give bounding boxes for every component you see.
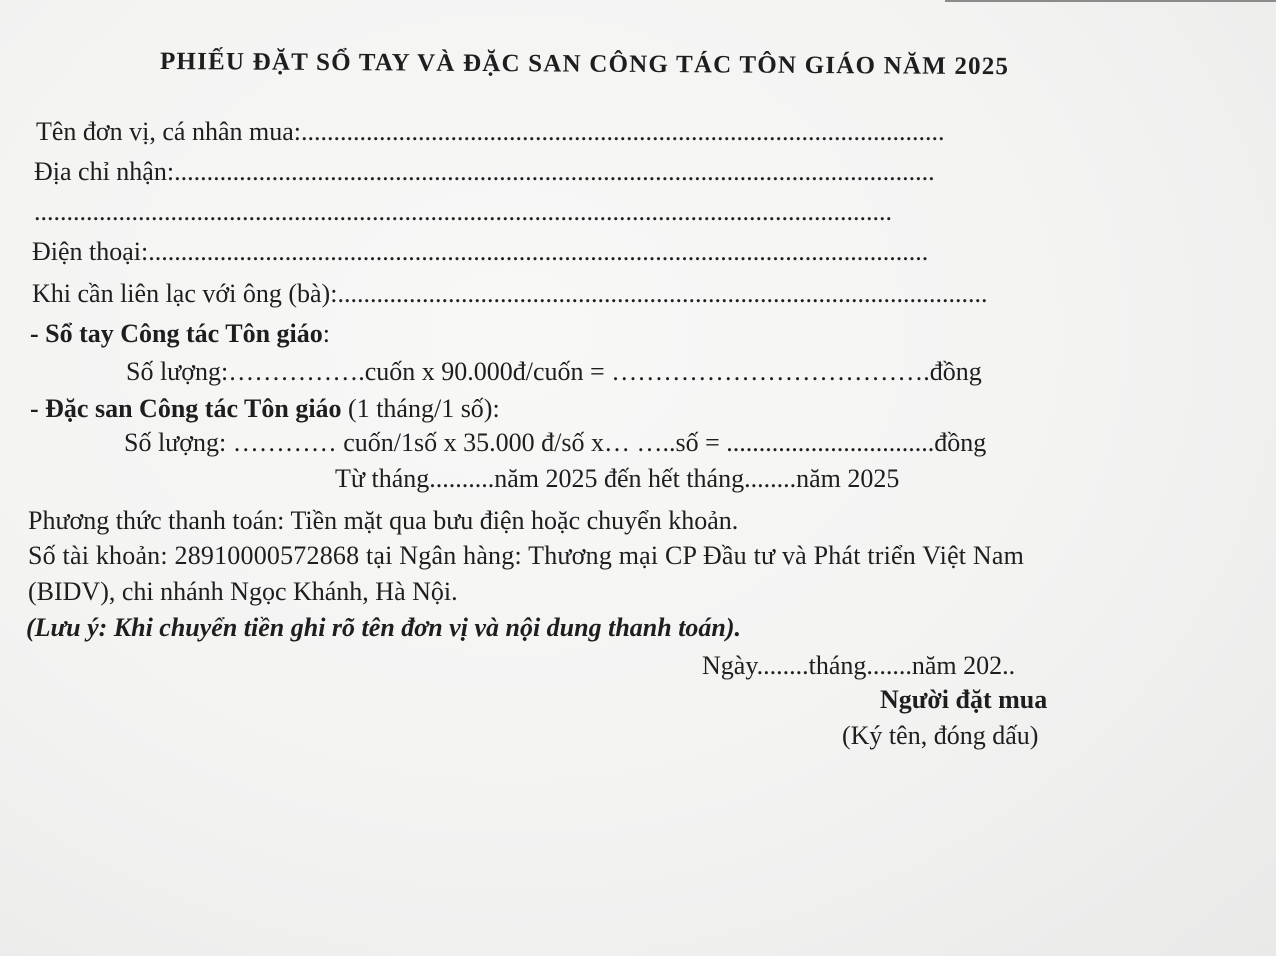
- handbook-heading: - Sổ tay Công tác Tôn giáo: [30, 319, 323, 348]
- period-from-field[interactable]: ..........: [429, 464, 495, 493]
- bank-account-line2: (BIDV), chi nhánh Ngọc Khánh, Hà Nội.: [28, 577, 458, 606]
- address-field[interactable]: .....................................................................................................................: [174, 157, 935, 186]
- phone-row: [32, 236, 928, 268]
- payment-method: Phương thức thanh toán: Tiền mặt qua bưu điện hoặc chuyển khoản.: [28, 506, 739, 535]
- paper-top-edge: [945, 0, 1276, 2]
- special-issue-price-text: cuốn/1số x 35.000 đ/số x… …..số =: [336, 428, 727, 457]
- buyer-name-row: [36, 116, 945, 148]
- phone-field[interactable]: ........................................................................................................................: [148, 237, 929, 266]
- form-title: PHIẾU ĐẶT SỔ TAY VÀ ĐẶC SAN CÔNG TÁC TÔN GIÁO NĂM 2025: [159, 48, 1010, 81]
- handbook-heading-row: [30, 318, 330, 350]
- special-issue-heading: - Đặc san Công tác Tôn giáo: [30, 394, 342, 423]
- date-line: Ngày........tháng.......năm 202..: [702, 651, 1016, 680]
- period-mid-label: năm 2025 đến hết tháng: [494, 464, 745, 493]
- address-label: Địa chỉ nhận:: [34, 157, 175, 186]
- address-field-line2[interactable]: ....................................................................................................................................: [34, 197, 892, 226]
- address-row: [34, 156, 935, 188]
- handbook-heading-colon: :: [322, 319, 331, 348]
- period-end-label: năm 2025: [796, 464, 900, 493]
- special-issue-frequency: (1 tháng/1 số):: [341, 394, 500, 423]
- payment-note: (Lưu ý: Khi chuyển tiền ghi rõ tên đơn vị và nội dung thanh toán).: [26, 613, 742, 642]
- phone-label: Điện thoại:: [32, 237, 149, 266]
- buyer-name-field[interactable]: ...................................................................................................: [301, 117, 945, 146]
- signer-title: Người đặt mua: [880, 685, 1048, 714]
- handbook-currency: .đồng: [923, 357, 982, 386]
- special-issue-period-row: [335, 463, 899, 495]
- special-issue-currency: đồng: [934, 428, 987, 457]
- bank-account-line1: Số tài khoản: 28910000572868 tại Ngân hàng: Thương mại CP Đầu tư và Phát triển Việt Nam: [28, 541, 1025, 570]
- handbook-qty-field[interactable]: ……………: [228, 357, 359, 386]
- contact-row: [32, 278, 987, 310]
- special-issue-heading-row: [30, 393, 500, 425]
- special-issue-qty-label: Số lượng:: [124, 428, 233, 457]
- special-issue-total-field[interactable]: ................................: [726, 428, 935, 457]
- handbook-qty-label: Số lượng:: [126, 357, 229, 386]
- contact-label: Khi cần liên lạc với ông (bà):: [32, 279, 338, 308]
- special-issue-quantity-row: [124, 427, 986, 459]
- period-from-label: Từ tháng: [335, 464, 430, 493]
- period-to-field[interactable]: ........: [744, 464, 797, 493]
- buyer-name-label: Tên đơn vị, cá nhân mua:: [36, 117, 302, 146]
- handbook-total-field[interactable]: ………………………………: [611, 357, 924, 386]
- special-issue-qty-field[interactable]: …………: [232, 428, 337, 457]
- signer-note: (Ký tên, đóng dấu): [842, 721, 1039, 750]
- handbook-quantity-row: [126, 356, 982, 388]
- address-row-2: [34, 196, 892, 228]
- contact-field[interactable]: ....................................................................................................: [337, 279, 988, 308]
- handbook-price-text: .cuốn x 90.000đ/cuốn =: [358, 357, 612, 386]
